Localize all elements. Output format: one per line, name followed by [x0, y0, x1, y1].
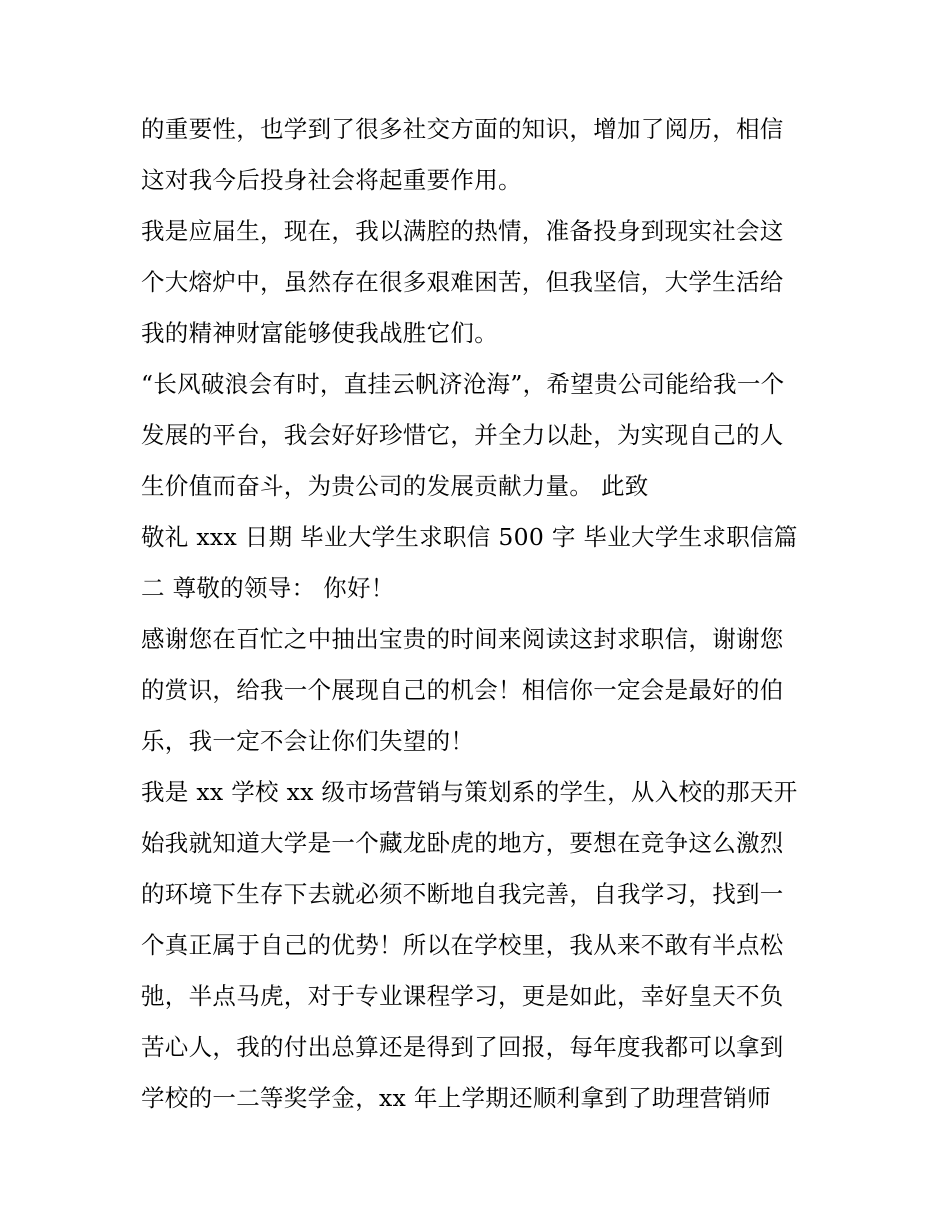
text-line: 我的精神财富能够使我战胜它们。 [141, 319, 498, 347]
text-line: 发展的平台，我会好好珍惜它，并全力以赴，为实现自己的人 [141, 421, 784, 449]
text-line: 苦心人，我的付出总算还是得到了回报，每年度我都可以拿到 [141, 1033, 784, 1061]
text-line: 乐，我一定不会让你们失望的！ [141, 727, 475, 755]
text-line: 感谢您在百忙之中抽出宝贵的时间来阅读这封求职信，谢谢您 [141, 625, 784, 653]
text-line: 二 尊敬的领导： 你好！ [141, 574, 395, 602]
text-line: 始我就知道大学是一个藏龙卧虎的地方，要想在竞争这么激烈 [141, 829, 784, 857]
text-line: 我是应届生，现在，我以满腔的热情，准备投身到现实社会这 [141, 217, 784, 245]
text-line: 个真正属于自己的优势！所以在学校里，我从来不敢有半点松 [141, 931, 784, 959]
text-line: 学校的一二等奖学金，xx 年上学期还顺利拿到了助理营销师 [141, 1084, 771, 1112]
text-line: 敬礼 xxx 日期 毕业大学生求职信 500 字 毕业大学生求职信篇 [141, 523, 798, 551]
text-line: 生价值而奋斗，为贵公司的发展贡献力量。 此致 [141, 472, 649, 500]
text-line: “长风破浪会有时，直挂云帆济沧海”，希望贵公司能给我一个 [141, 370, 785, 398]
text-line: 的环境下生存下去就必须不断地自我完善，自我学习，找到一 [141, 880, 784, 908]
text-line: 我是 xx 学校 xx 级市场营销与策划系的学生，从入校的那天开 [141, 778, 798, 806]
letter-body [141, 104, 821, 1124]
text-line: 的赏识，给我一个展现自己的机会！相信你一定会是最好的伯 [141, 676, 784, 704]
text-line: 个大熔炉中，虽然存在很多艰难困苦，但我坚信，大学生活给 [141, 268, 784, 296]
text-line: 这对我今后投身社会将起重要作用。 [141, 166, 522, 194]
text-line: 弛，半点马虎，对于专业课程学习，更是如此，幸好皇天不负 [141, 982, 784, 1010]
text-line: 的重要性，也学到了很多社交方面的知识，增加了阅历，相信 [141, 115, 784, 143]
